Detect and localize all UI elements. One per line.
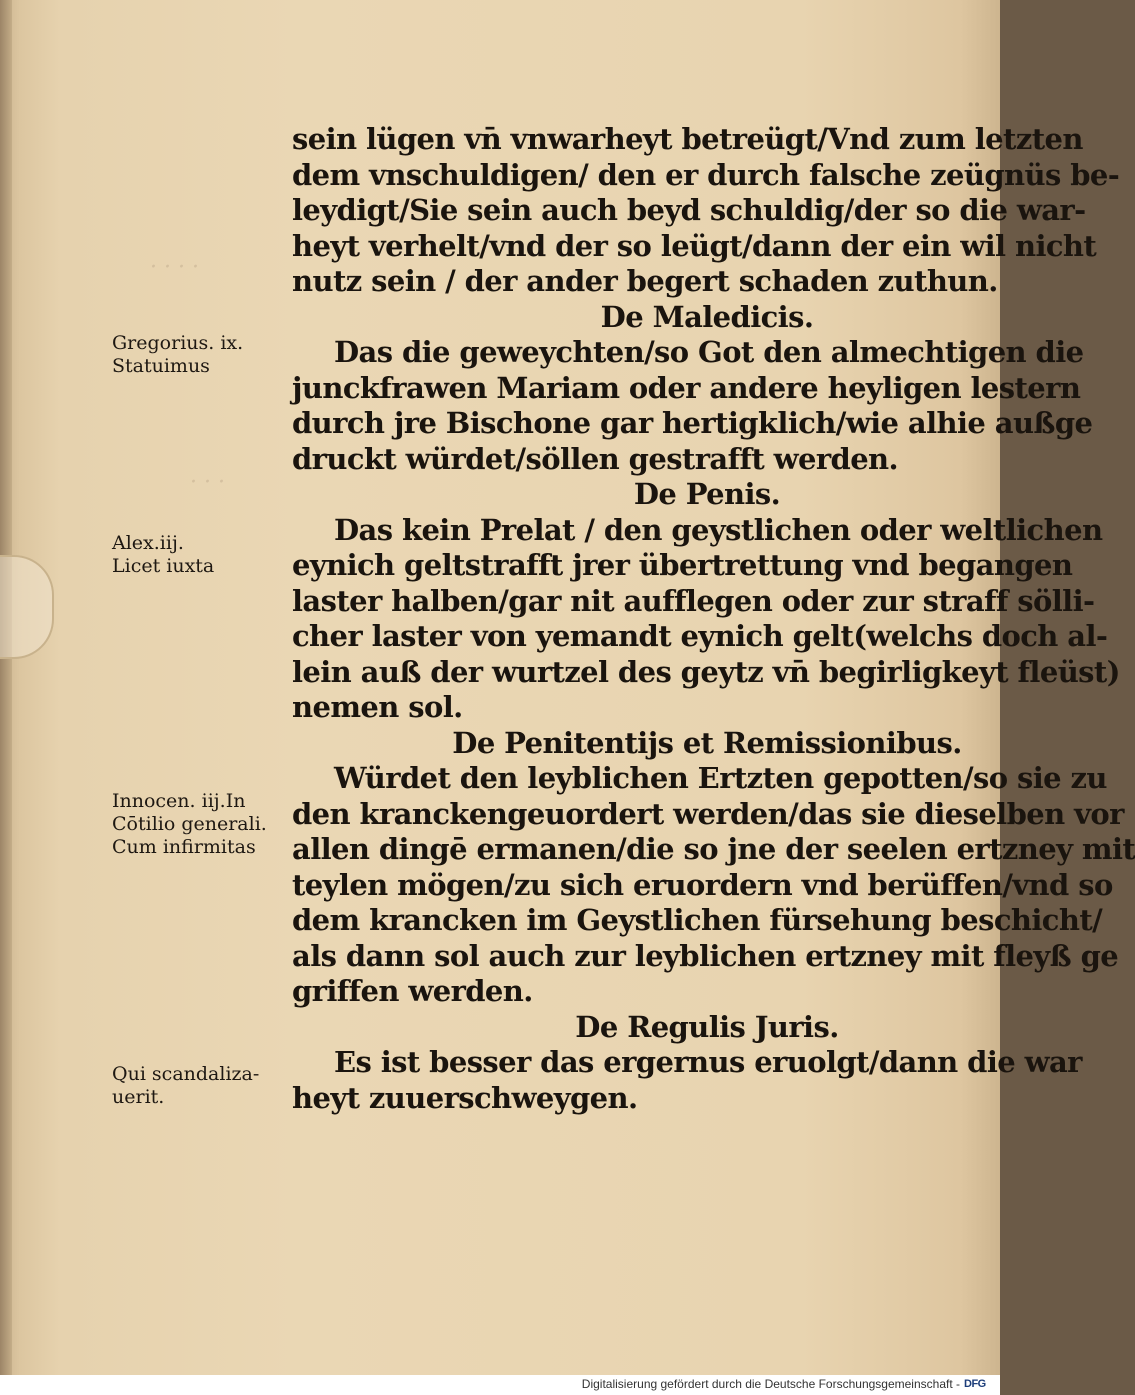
text-line: nemen sol. bbox=[292, 690, 463, 724]
margin-note-line: Cum infirmitas bbox=[112, 836, 256, 858]
text-line: druckt würdet/söllen gestrafft werden. bbox=[292, 441, 899, 476]
margin-note-innocentius bbox=[112, 790, 287, 859]
margin-note-line: Alex.iij. bbox=[112, 532, 184, 554]
text-line: lein auß der wurtzel des geytz vn̄ begirligkeyt fleüst) bbox=[292, 654, 1120, 689]
page-clasp bbox=[0, 555, 54, 659]
bleed-through: · · · bbox=[190, 470, 225, 495]
section-heading: De Regulis Juris. bbox=[575, 1009, 839, 1044]
margin-note-line: Qui scandaliza- bbox=[112, 1063, 260, 1085]
text-line: Würdet den leyblichen Ertzten gepotten/so sie zu bbox=[334, 761, 1107, 795]
margin-note-line: Cōtilio generali. bbox=[112, 813, 267, 835]
text-line: den kranckengeuordert werden/das sie dieselben vor bbox=[292, 796, 1124, 831]
text-line: laster halben/gar nit aufflegen oder zur straff sölli- bbox=[292, 583, 1095, 618]
binding-edge bbox=[0, 0, 12, 1375]
funding-credit: Digitalisierung gefördert durch die Deutsche Forschungsgemeinschaft - bbox=[581, 1377, 960, 1391]
text-line: dem vnschuldigen/ den er durch falsche zeügnüs be- bbox=[292, 157, 1120, 192]
section-heading: De Penitentijs et Remissionibus. bbox=[452, 725, 962, 760]
text-line: junckfrawen Mariam oder andere heyligen lestern bbox=[292, 370, 1081, 405]
margin-note-line: Innocen. iij.In bbox=[112, 790, 246, 812]
text-line: eynich geltstrafft jrer übertrettung vnd begangen bbox=[292, 548, 1073, 582]
text-line: heyt verhelt/vnd der so leügt/dann der ein wil nicht bbox=[292, 228, 1097, 263]
margin-note-line: Gregorius. ix. bbox=[112, 332, 244, 354]
margin-note-line: Licet iuxta bbox=[112, 555, 215, 577]
text-line: teylen mögen/zu sich eruordern vnd berüffen/vnd so bbox=[292, 867, 1113, 902]
text-line: leydigt/Sie sein auch beyd schuldig/der so die war- bbox=[292, 193, 1086, 227]
text-line: heyt zuuerschweygen. bbox=[292, 1080, 638, 1115]
text-line: sein lügen vn̄ vnwarheyt betreügt/Vnd zum letzten bbox=[292, 122, 1083, 156]
text-line: cher laster von yemandt eynich gelt(welchs doch al- bbox=[292, 619, 1108, 653]
digitization-footer bbox=[0, 1375, 1000, 1395]
text-line: als dann sol auch zur leyblichen ertzney mit fleyß ge bbox=[292, 938, 1119, 973]
text-line: durch jre Bischone gar hertigklich/wie alhie außge bbox=[292, 406, 1093, 440]
margin-note-gregorius bbox=[112, 332, 287, 378]
margin-note-line: Statuimus bbox=[112, 355, 210, 377]
section-heading: De Penis. bbox=[633, 477, 781, 511]
text-line: griffen werden. bbox=[292, 974, 533, 1008]
text-line: Das kein Prelat / den geystlichen oder weltlichen bbox=[334, 512, 1103, 547]
margin-note-scandalizaverit bbox=[112, 1063, 287, 1109]
section-heading: De Maledicis. bbox=[600, 299, 814, 334]
margin-note-line: uerit. bbox=[112, 1086, 165, 1108]
margin-note-alexander bbox=[112, 532, 287, 578]
text-line: allen dingē ermanen/die so jne der seelen ertzney mit bbox=[292, 832, 1135, 866]
dfg-logo-icon: DFG bbox=[964, 1378, 986, 1390]
text-line: Es ist besser das ergernus eruolgt/dann die war bbox=[334, 1045, 1082, 1079]
text-line: nutz sein / der ander begert schaden zuthun. bbox=[292, 264, 998, 298]
text-line: Das die geweychten/so Got den almechtigen die bbox=[334, 335, 1084, 369]
text-line: dem krancken im Geystlichen fürsehung beschicht/ bbox=[292, 903, 1103, 937]
bleed-through: · · · · bbox=[150, 255, 199, 280]
main-text-block bbox=[292, 122, 1135, 1116]
